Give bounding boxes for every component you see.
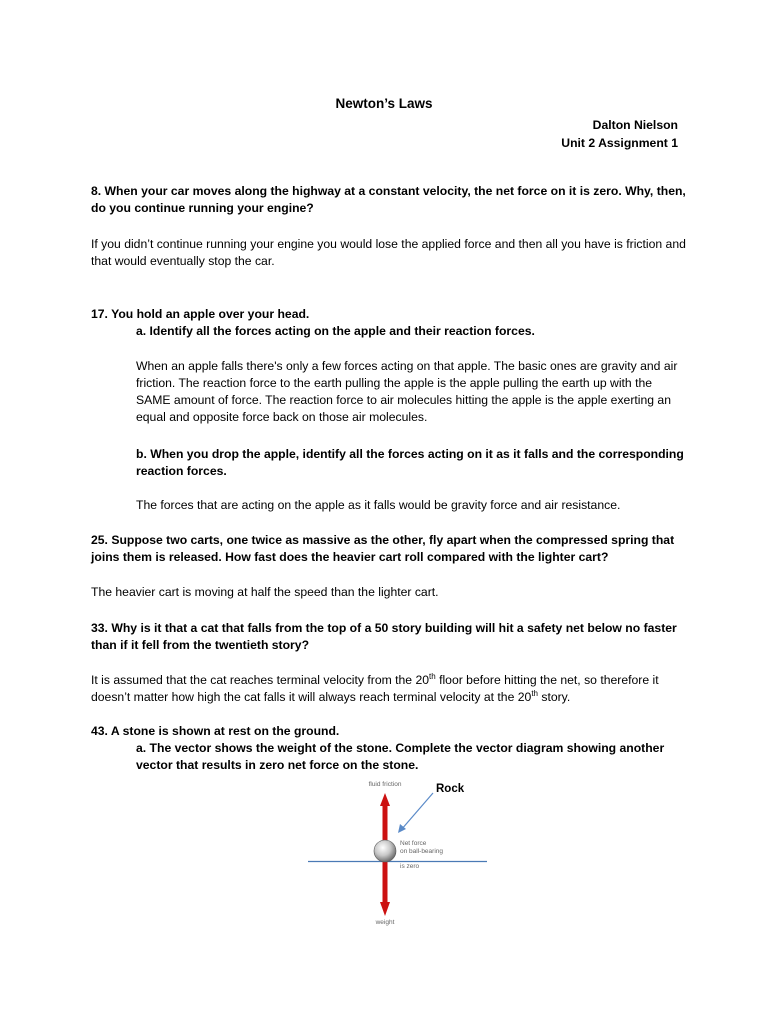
up-arrow-head	[380, 793, 390, 806]
question-25	[91, 532, 691, 566]
question-33-text: 33. Why is it that a cat that falls from the top of a 50 story building will hit a safety net below no faster than if it fell from the twentieth story?	[91, 621, 677, 652]
question-33	[91, 620, 691, 654]
vector-diagram-svg	[305, 778, 490, 928]
question-43a-text: a. The vector shows the weight of the stone. Complete the vector diagram showing another vector that results in zero net force on the stone.	[136, 741, 665, 772]
net-force-label-3: is zero	[400, 863, 420, 870]
question-17a-text: a. Identify all the forces acting on the apple and their reaction forces.	[136, 324, 535, 338]
question-43	[91, 723, 691, 740]
answer-8	[91, 236, 691, 270]
down-arrow-head	[380, 902, 390, 916]
weight-label: weight	[375, 919, 395, 926]
author-block	[561, 117, 678, 153]
answer-17a	[136, 358, 686, 426]
answer-33	[91, 672, 691, 706]
question-17b-text: b. When you drop the apple, identify all the forces acting on it as it falls and the corresponding reaction forces.	[136, 447, 684, 478]
question-8	[91, 183, 691, 217]
answer-33-part1: It is assumed that the cat reaches terminal velocity from the 20	[91, 673, 430, 687]
superscript-th-2: th	[531, 689, 538, 698]
answer-33-part3: story.	[537, 690, 571, 704]
vector-diagram	[305, 778, 490, 928]
answer-33-part2: floor before hitting the net, so therefore it doesn’t matter how high the cat falls it will always reach terminal velocity at the 20	[91, 673, 659, 704]
fluid-friction-label: fluid friction	[368, 781, 402, 788]
answer-25-text: The heavier cart is moving at half the speed than the lighter cart.	[91, 585, 439, 599]
net-force-label-1: Net force	[400, 840, 427, 847]
answer-17a-text: When an apple falls there's only a few forces acting on that apple. The basic ones are gravity and air friction. The reaction force to the earth pulling the apple is the apple pulling the earth up with the SAME amount of force. The reaction force to air molecules hitting the apple is the apple exerting an equal and opposite force back on those air molecules.	[136, 359, 678, 424]
superscript-th-1: th	[429, 672, 436, 681]
down-arrow-shaft	[383, 862, 388, 903]
question-17b	[136, 446, 686, 480]
answer-17b-text: The forces that are acting on the apple as it falls would be gravity force and air resistance.	[136, 498, 621, 512]
question-8-text: 8. When your car moves along the highway at a constant velocity, the net force on it is zero. Why, then, do you continue running your engine?	[91, 184, 686, 215]
rock-pointer-line	[401, 793, 433, 830]
rock-label: Rock	[436, 783, 465, 795]
rock-ball	[374, 840, 396, 862]
answer-8-text: If you didn’t continue running your engine you would lose the applied force and then all you have is friction and that would eventually stop the car.	[91, 237, 686, 268]
answer-17b	[136, 497, 686, 514]
assignment-label: Unit 2 Assignment 1	[561, 136, 678, 150]
net-force-label-2: on ball-bearing	[400, 848, 444, 855]
answer-33-text	[91, 672, 691, 706]
question-43a	[136, 740, 686, 774]
question-17	[91, 306, 691, 323]
question-17-text: 17. You hold an apple over your head.	[91, 307, 310, 321]
page-title: Newton’s Laws	[335, 96, 433, 111]
up-arrow-shaft	[383, 805, 388, 841]
question-17a	[136, 323, 686, 340]
author-name: Dalton Nielson	[592, 118, 678, 132]
question-43-text: 43. A stone is shown at rest on the ground.	[91, 724, 340, 738]
question-25-text: 25. Suppose two carts, one twice as massive as the other, fly apart when the compressed spring that joins them is released. How fast does the heavier cart roll compared with the lighter cart?	[91, 533, 675, 564]
answer-25	[91, 584, 691, 601]
